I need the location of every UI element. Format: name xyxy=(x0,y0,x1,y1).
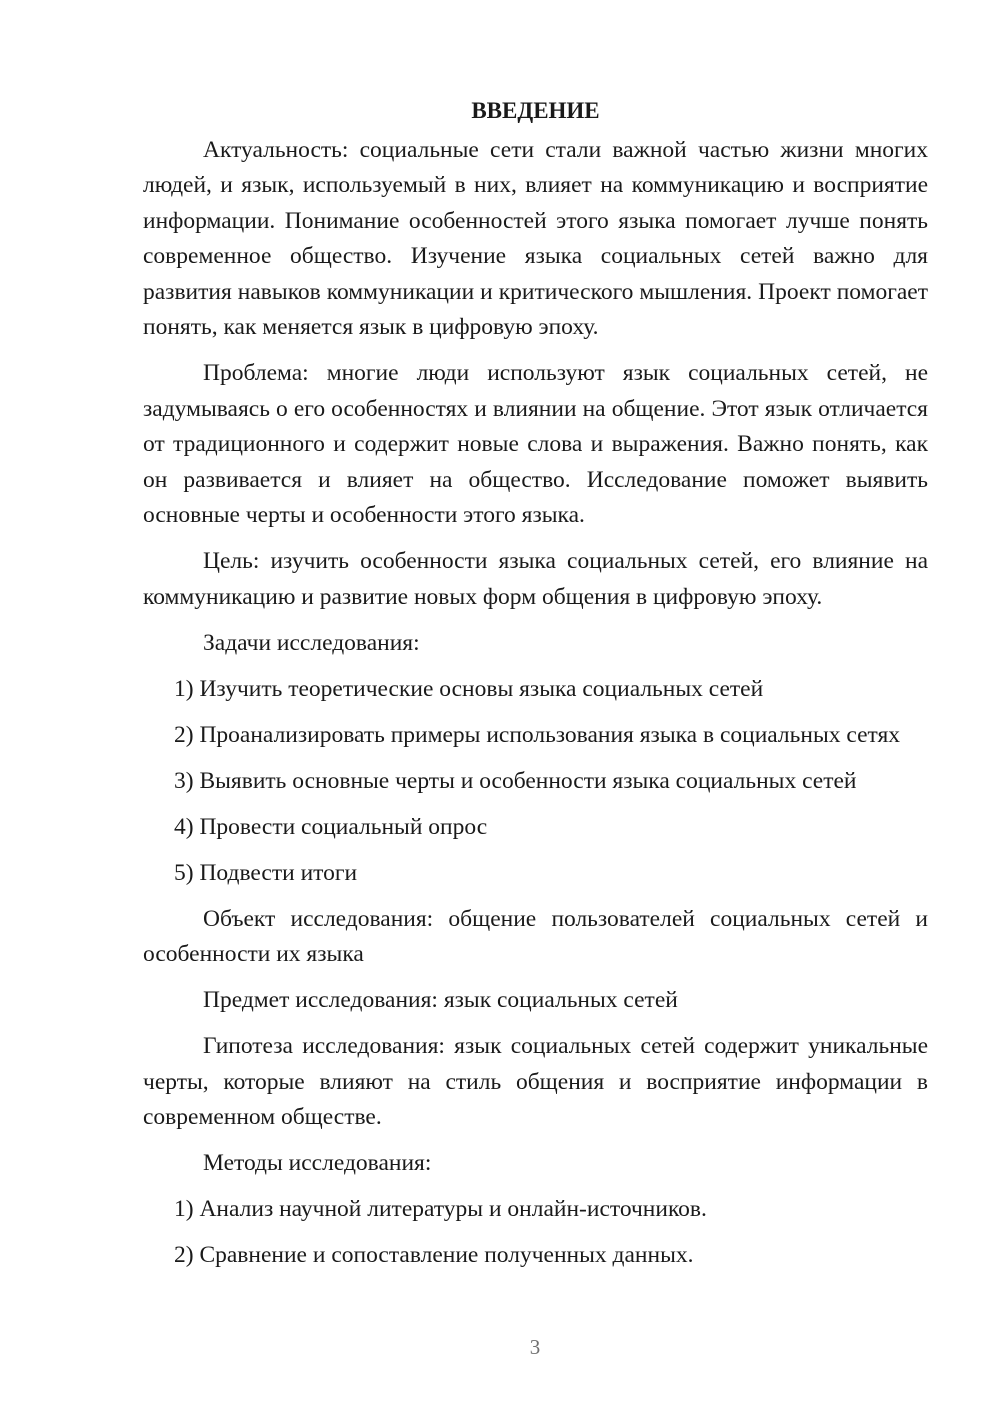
methods-heading: Методы исследования: xyxy=(203,1150,432,1176)
paragraph-problem: Проблема: многие люди используют язык социальных сетей, не задумываясь о его особенностях и влиянии на общение. Этот язык отличается от традиционного и содержит новые слова и выражения. Важно понять, как он развивается и влияет на общество. Исследование поможет выявить основные черты и особенности этого языка. xyxy=(143,360,928,528)
task-item-5: 5) Подвести итоги xyxy=(174,859,358,886)
paragraph-subject: Предмет исследования: язык социальных сетей xyxy=(203,987,678,1013)
task-item-3: 3) Выявить основные черты и особенности языка социальных сетей xyxy=(174,767,857,794)
paragraph-object: Объект исследования: общение пользователей социальных сетей и особенности их языка xyxy=(143,905,928,967)
method-item-2: 2) Сравнение и сопоставление полученных данных. xyxy=(174,1242,694,1268)
paragraph-hypothesis: Гипотеза исследования: язык социальных сетей содержит уникальные черты, которые влияют на стиль общения и восприятие информации в современном обществе. xyxy=(143,1033,928,1130)
task-item-1: 1) Изучить теоретические основы языка социальных сетей xyxy=(174,675,764,702)
task-item-4: 4) Провести социальный опрос xyxy=(174,813,488,840)
tasks-heading: Задачи исследования: xyxy=(203,629,420,656)
page-content xyxy=(143,93,928,1284)
paragraph-goal: Цель: изучить особенности языка социальных сетей, его влияние на коммуникацию и развитие новых форм общения в цифровую эпоху. xyxy=(143,548,928,610)
paragraph-relevance: Актуальность: социальные сети стали важной частью жизни многих людей, и язык, используемый в них, влияет на коммуникацию и восприятие информации. Понимание особенностей этого языка помогает лучше понять современное общество. Изучение языка социальных сетей важно для развития навыков коммуникации и критического мышления. Проект помогает понять, как меняется язык в цифровую эпоху. xyxy=(143,136,928,340)
method-item-1: 1) Анализ научной литературы и онлайн-источников. xyxy=(174,1196,707,1222)
task-item-2: 2) Проанализировать примеры использования языка в социальных сетях xyxy=(174,721,901,748)
section-title: ВВЕДЕНИЕ xyxy=(471,98,600,123)
page-number: 3 xyxy=(529,1335,541,1359)
